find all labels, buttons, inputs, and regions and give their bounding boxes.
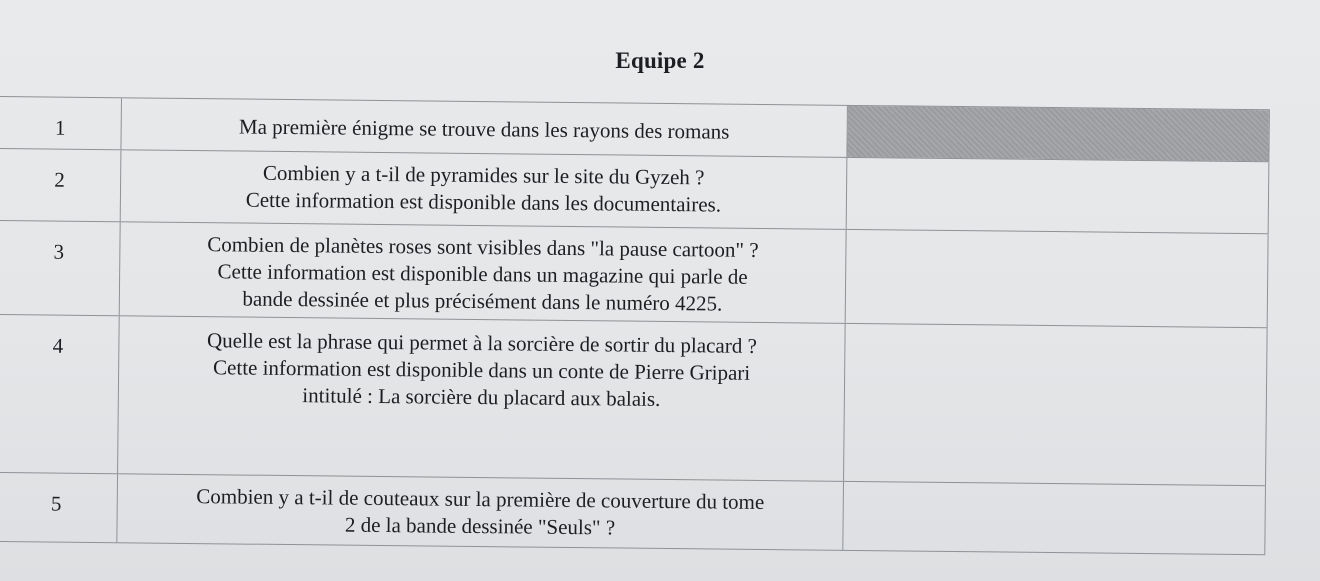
question-line: intitulé : La sorcière du placard aux balais. [302, 383, 661, 411]
answer-cell-shaded [847, 106, 1270, 161]
question-line: bande dessinée et plus précisément dans le numéro 4225. [242, 286, 723, 316]
question-line: Ma première énigme se trouve dans les rayons des romans [238, 114, 730, 144]
row-number: 3 [0, 221, 121, 315]
question-line: Cette information est disponible dans les documentaires. [245, 187, 722, 217]
row-question [120, 222, 847, 323]
page-title: Equipe 2 [615, 48, 705, 73]
answer-cell[interactable] [847, 158, 1270, 233]
table-row [0, 472, 1266, 555]
question-line: Cette information est disponible dans un conte de Pierre Gripari [212, 355, 751, 385]
table-row [0, 220, 1269, 327]
row-question [121, 150, 848, 229]
table-row [0, 148, 1269, 233]
row-question [117, 474, 844, 550]
answer-cell[interactable] [844, 324, 1268, 485]
question-line: Combien y a t-il de pyramides sur le site du Gyzeh ? [262, 160, 705, 190]
table-row [0, 314, 1268, 485]
answer-cell[interactable] [843, 482, 1266, 554]
row-question [121, 98, 847, 157]
question-line: 2 de la bande dessinée "Seuls" ? [344, 512, 616, 540]
row-number: 5 [0, 473, 118, 542]
row-number: 1 [0, 97, 122, 149]
row-number: 4 [0, 315, 120, 473]
question-line: Combien y a t-il de couteaux sur la première de couverture du tome [196, 484, 765, 515]
question-line: Cette information est disponible dans un magazine qui parle de [217, 259, 748, 289]
riddle-table [0, 96, 1280, 567]
answer-cell[interactable] [846, 230, 1269, 327]
question-line: Quelle est la phrase qui permet à la sorcière de sortir du placard ? [206, 328, 757, 358]
row-question [118, 316, 846, 481]
question-line: Combien de planètes roses sont visibles dans "la pause cartoon" ? [207, 232, 759, 262]
row-number: 2 [0, 149, 121, 221]
